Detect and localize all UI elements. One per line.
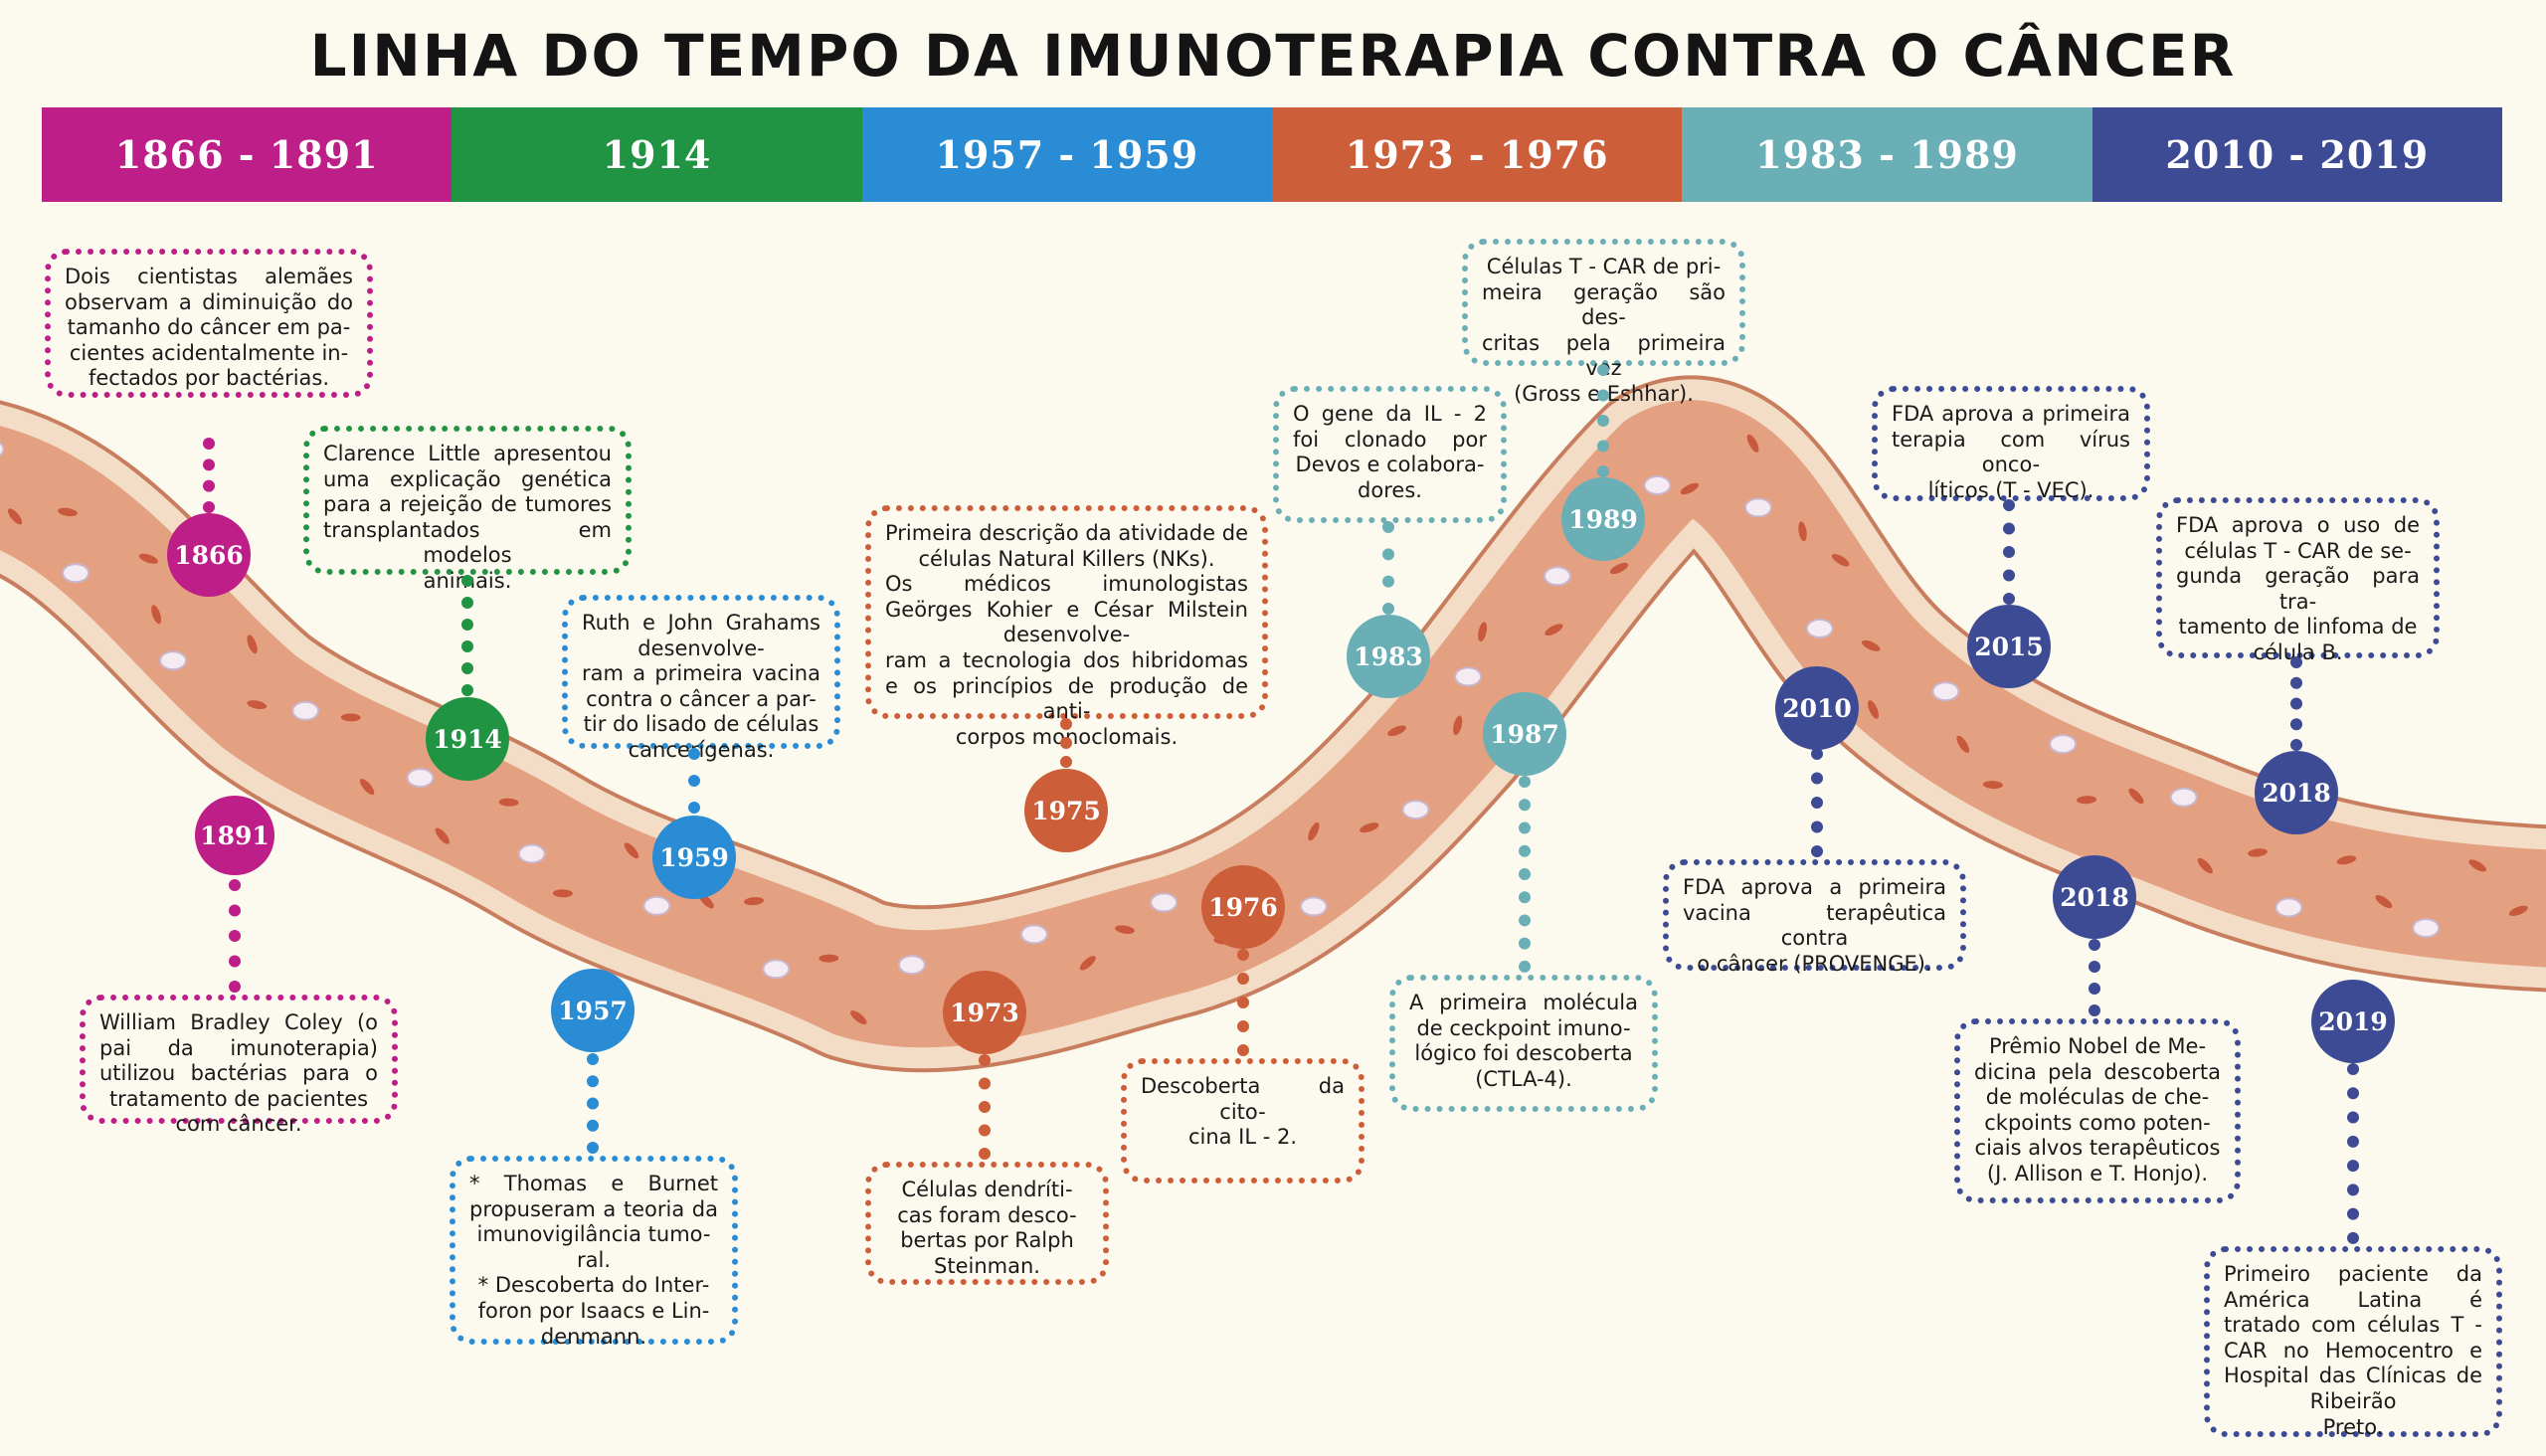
event-card-1891: William Bradley Coley (o pai da imunoterapia) utilizou bactérias para o tratamento de pacientes com câncer. bbox=[80, 995, 398, 1124]
year-node-2015: 2015 bbox=[1967, 605, 2051, 688]
white-blood-cell bbox=[1455, 667, 1481, 685]
white-blood-cell bbox=[643, 897, 669, 915]
year-node-2010: 2010 bbox=[1775, 666, 1859, 750]
white-blood-cell bbox=[519, 845, 545, 863]
year-node-2018-car-t: 2018 bbox=[2255, 751, 2338, 834]
white-blood-cell bbox=[899, 956, 925, 974]
event-card-1987: A primeira molécula de ceckpoint imuno- lógico foi descoberta (CTLA-4). bbox=[1389, 975, 1658, 1112]
event-card-1866: Dois cientistas alemães observam a diminuição do tamanho do câncer em pa- cientes acidentalmente in- fectados por bactérias. bbox=[45, 249, 373, 398]
white-blood-cell bbox=[1807, 620, 1833, 637]
event-card-2010: FDA aprova a primeira vacina terapêutica contra o câncer (PROVENGE). bbox=[1663, 859, 1966, 971]
era-1914: 1914 bbox=[452, 107, 861, 202]
era-1973-1976: 1973 - 1976 bbox=[1272, 107, 1682, 202]
connector-1989 bbox=[1597, 364, 1609, 477]
white-blood-cell bbox=[1745, 498, 1771, 516]
white-blood-cell bbox=[63, 564, 89, 582]
connector-2018-car-t bbox=[2290, 656, 2302, 751]
event-card-2015: FDA aprova a primeira terapia com vírus onco- líticos (T - VEC). bbox=[1872, 386, 2150, 501]
connector-1957 bbox=[587, 1053, 599, 1154]
white-blood-cell bbox=[1932, 682, 1958, 700]
white-blood-cell bbox=[763, 960, 789, 978]
white-blood-cell bbox=[1301, 897, 1327, 915]
era-1983-1989: 1983 - 1989 bbox=[1682, 107, 2091, 202]
event-card-1983: O gene da IL - 2 foi clonado por Devos e colabora- dores. bbox=[1273, 386, 1507, 523]
year-node-2019: 2019 bbox=[2311, 980, 2395, 1063]
event-card-1976: Descoberta da cito- cina IL - 2. bbox=[1121, 1058, 1364, 1183]
year-node-2018-nobel: 2018 bbox=[2053, 855, 2136, 939]
event-card-1914: Clarence Little apresentou uma explicação genética para a rejeição de tumores transplantados em modelos animais. bbox=[303, 426, 632, 575]
connector-2019 bbox=[2347, 1063, 2359, 1244]
event-card-1959: Ruth e John Grahams desenvolve- ram a primeira vacina contra o câncer a par- tir do lisado de células cancerígenas. bbox=[562, 595, 840, 749]
white-blood-cell bbox=[1644, 476, 1670, 494]
connector-1987 bbox=[1519, 776, 1531, 973]
year-node-1973: 1973 bbox=[943, 971, 1026, 1054]
event-card-2019: Primeiro paciente da América Latina é tratado com células T - CAR no Hemocentro e Hospital das Clínicas de Ribeirão Preto. bbox=[2204, 1246, 2502, 1437]
white-blood-cell bbox=[2275, 899, 2301, 917]
infographic-title: LINHA DO TEMPO DA IMUNOTERAPIA CONTRA O CÂNCER bbox=[309, 22, 2237, 90]
white-blood-cell bbox=[2171, 789, 2197, 807]
year-node-1957: 1957 bbox=[551, 969, 635, 1052]
white-blood-cell bbox=[292, 702, 318, 720]
year-node-1975: 1975 bbox=[1024, 769, 1108, 852]
era-1957-1959: 1957 - 1959 bbox=[862, 107, 1272, 202]
white-blood-cell bbox=[1545, 567, 1570, 585]
white-blood-cell bbox=[408, 769, 434, 787]
era-2010-2019: 2010 - 2019 bbox=[2092, 107, 2502, 202]
year-node-1866: 1866 bbox=[167, 513, 251, 597]
connector-2010 bbox=[1811, 748, 1823, 857]
connector-1976 bbox=[1237, 949, 1249, 1056]
connector-2018-nobel bbox=[2089, 939, 2100, 1016]
event-card-2018-car-t: FDA aprova o uso de células T - CAR de se- gunda geração para tra- tamento de linfoma de célula B. bbox=[2156, 497, 2440, 658]
connector-1891 bbox=[229, 879, 241, 993]
white-blood-cell bbox=[1403, 801, 1429, 819]
connector-1914 bbox=[461, 575, 473, 696]
connector-2015 bbox=[2003, 499, 2015, 605]
connector-1866 bbox=[203, 438, 215, 513]
year-node-1891: 1891 bbox=[195, 796, 274, 875]
year-node-1983: 1983 bbox=[1347, 615, 1430, 698]
connector-1973 bbox=[979, 1054, 991, 1160]
event-card-1973: Células dendríti- cas foram desco- bertas por Ralph Steinman. bbox=[865, 1162, 1109, 1285]
event-card-2018-nobel: Prêmio Nobel de Me- dicina pela descoberta de moléculas de che- ckpoints como poten- ciais alvos terapêuticos (J. Allison e T. Honjo). bbox=[1954, 1018, 2241, 1203]
white-blood-cell bbox=[2413, 919, 2439, 937]
white-blood-cell bbox=[1151, 893, 1177, 911]
event-card-1989: Células T - CAR de pri- meira geração são des- critas pela primeira vez (Gross e Eshhar). bbox=[1462, 239, 1745, 366]
event-card-1975: Primeira descrição da atividade de células Natural Killers (NKs). Os médicos imunologistas Geörges Kohier e César Milstein desenvolve- ram a tecnologia dos hibridomas e os princípios de produção de anti- corpos monoclomais. bbox=[865, 505, 1268, 719]
connector-1975 bbox=[1060, 718, 1072, 768]
year-node-1989: 1989 bbox=[1561, 477, 1645, 561]
white-blood-cell bbox=[1021, 925, 1047, 943]
year-node-1959: 1959 bbox=[652, 816, 736, 899]
year-node-1976: 1976 bbox=[1201, 865, 1285, 949]
white-blood-cell bbox=[2050, 735, 2076, 753]
year-node-1914: 1914 bbox=[426, 697, 509, 781]
connector-1959 bbox=[688, 748, 700, 814]
era-1866-1891: 1866 - 1891 bbox=[42, 107, 452, 202]
white-blood-cell bbox=[160, 651, 186, 669]
event-card-1957: * Thomas e Burnet propuseram a teoria da imunovigilância tumo- ral. * Descoberta do Inter- foron por Isaacs e Lin- denmann. bbox=[450, 1156, 738, 1345]
year-node-1987: 1987 bbox=[1483, 692, 1566, 776]
connector-1983 bbox=[1382, 521, 1394, 615]
